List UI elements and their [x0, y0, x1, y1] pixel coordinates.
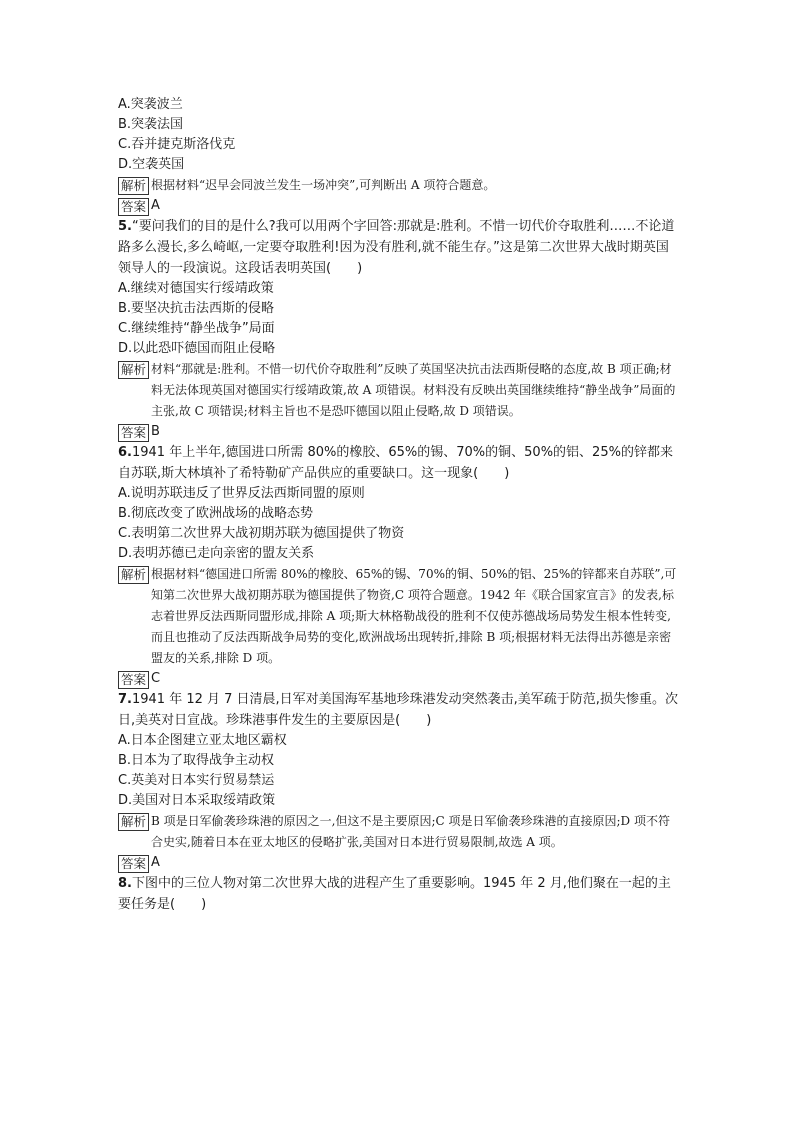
q4-answer	[118, 196, 678, 216]
option-d: D.以此恐吓德国而阻止侵略	[118, 341, 276, 356]
q5-analysis	[118, 359, 678, 422]
option-a: A.说明苏联违反了世界反法西斯同盟的原则	[118, 486, 365, 501]
q7-answer	[118, 853, 678, 873]
q4-analysis	[118, 175, 678, 196]
option-b: B.日本为了取得战争主动权	[118, 753, 275, 768]
option-d: D.表明苏德已走向亲密的盟友关系	[118, 546, 315, 561]
answer-label: 答案	[118, 671, 149, 689]
q4-options	[118, 95, 678, 175]
q7-analysis	[118, 811, 678, 853]
analysis-label: 解析	[118, 177, 149, 195]
q6-options	[118, 484, 678, 564]
answer-text: C	[151, 671, 161, 686]
q5-stem	[118, 216, 678, 279]
option-d: D.空袭英国	[118, 157, 185, 172]
analysis-text: 根据材料“德国进口所需 80%的橡胶、65%的锡、70%的铜、50%的铝、25%的锌都来自苏联”,可知第二次世界大战初期苏联为德国提供了物资,C 项符合题意。1942 年《联合国家宣言》的发表,标志着世界反法西斯同盟形成,排除 A 项;斯大林格勒战役的胜利不仅使苏德战场局势发生根本性转变,而且也推动了反法西斯战争局势的变化,欧洲战场出现转折,排除 B 项;根据材料无法得出苏德是亲密盟友的关系,排除 D 项。	[151, 567, 677, 665]
option-b: B.彻底改变了欧洲战场的战略态势	[118, 506, 314, 521]
question-number: 7.	[118, 692, 132, 707]
analysis-text: 材料“那就是:胜利。不惜一切代价夺取胜利”反映了英国坚决抗击法西斯侵略的态度,故 B 项正确;材料无法体现英国对德国实行绥靖政策,故 A 项错误。材料没有反映出英国继续维持“静坐战争”局面的主张,故 C 项错误;材料主旨也不是恐吓德国以阻止侵略,故 D 项错误。	[151, 362, 676, 418]
exam-page	[118, 95, 678, 915]
q6-stem	[118, 442, 678, 484]
option-c: C.英美对日本实行贸易禁运	[118, 773, 275, 788]
analysis-text: B 项是日军偷袭珍珠港的原因之一,但这不是主要原因;C 项是日军偷袭珍珠港的直接原因;D 项不符合史实,随着日本在亚太地区的侵略扩张,美国对日本进行贸易限制,故选 A 项。	[151, 814, 670, 849]
answer-text: B	[151, 424, 160, 439]
answer-label: 答案	[118, 424, 149, 442]
answer-text: A	[151, 855, 160, 870]
analysis-label: 解析	[118, 813, 149, 831]
answer-label: 答案	[118, 198, 149, 216]
answer-text: A	[151, 198, 160, 213]
option-b: B.要坚决抗击法西斯的侵略	[118, 301, 275, 316]
answer-label: 答案	[118, 855, 149, 873]
q5-answer	[118, 422, 678, 442]
q7-options	[118, 731, 678, 811]
analysis-label: 解析	[118, 361, 149, 379]
q8-stem	[118, 873, 678, 915]
question-text: 下图中的三位人物对第二次世界大战的进程产生了重要影响。1945 年 2 月,他们聚在一起的主要任务是( )	[118, 876, 671, 912]
option-a: A.突袭波兰	[118, 97, 183, 112]
question-text: 1941 年上半年,德国进口所需 80%的橡胶、65%的锡、70%的铜、50%的铝、25%的锌都来自苏联,斯大林填补了希特勒矿产品供应的重要缺口。这一现象( )	[118, 445, 673, 481]
q5-options	[118, 279, 678, 359]
question-number: 5.	[118, 219, 132, 234]
q7-stem	[118, 689, 678, 731]
option-c: C.吞并捷克斯洛伐克	[118, 137, 236, 152]
question-number: 8.	[118, 876, 132, 891]
option-a: A.日本企图建立亚太地区霸权	[118, 733, 287, 748]
q6-answer	[118, 669, 678, 689]
analysis-label: 解析	[118, 566, 149, 584]
question-text: 1941 年 12 月 7 日清晨,日军对美国海军基地珍珠港发动突然袭击,美军疏于防范,损失惨重。次日,美英对日宣战。珍珠港事件发生的主要原因是( )	[118, 692, 678, 728]
option-d: D.美国对日本采取绥靖政策	[118, 793, 276, 808]
analysis-text: 根据材料“迟早会同波兰发生一场冲突”,可判断出 A 项符合题意。	[151, 178, 496, 192]
question-text: “要问我们的目的是什么?我可以用两个字回答:那就是:胜利。不惜一切代价夺取胜利……不论道路多么漫长,多么崎岖,一定要夺取胜利!因为没有胜利,就不能生存。”这是第二次世界大战时期英国领导人的一段演说。这段话表明英国( )	[118, 219, 675, 276]
option-c: C.表明第二次世界大战初期苏联为德国提供了物资	[118, 526, 405, 541]
option-b: B.突袭法国	[118, 117, 184, 132]
option-c: C.继续维持“静坐战争”局面	[118, 321, 275, 336]
option-a: A.继续对德国实行绥靖政策	[118, 281, 274, 296]
question-number: 6.	[118, 445, 132, 460]
q6-analysis	[118, 564, 678, 669]
